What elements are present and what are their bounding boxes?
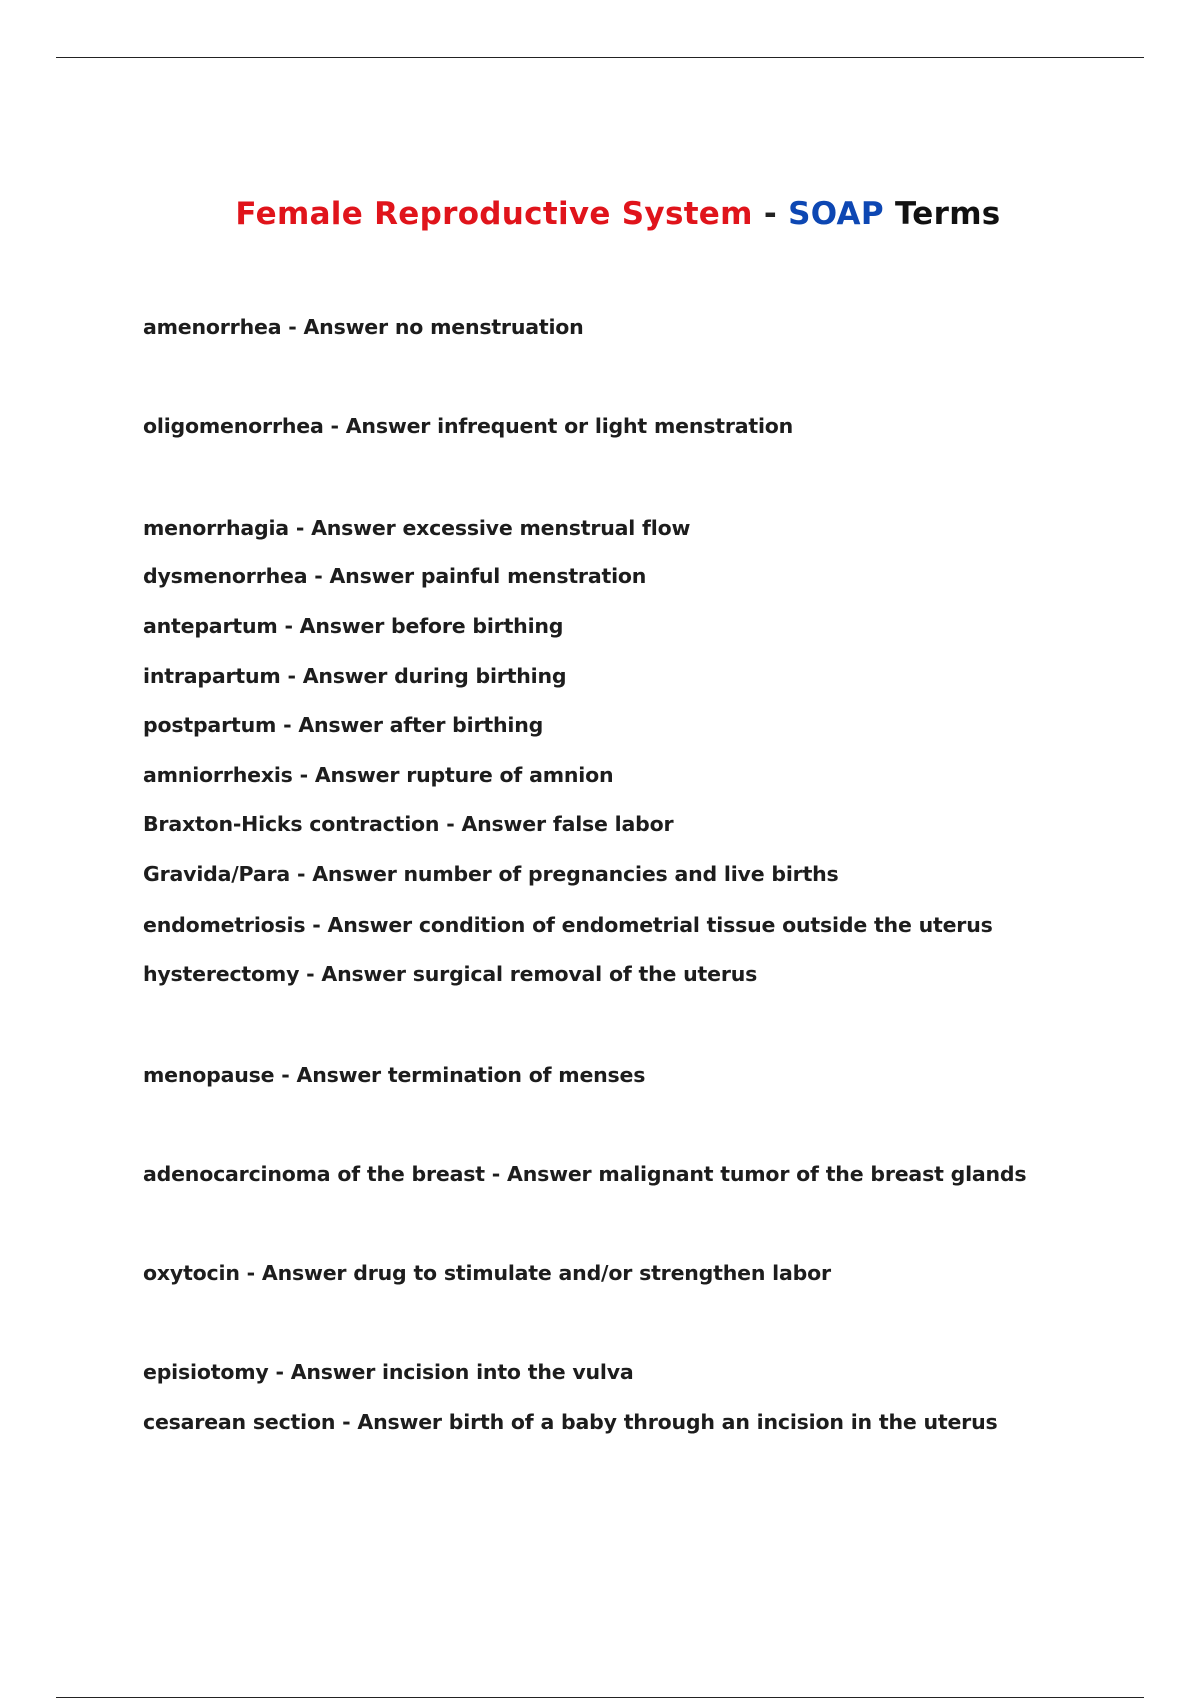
top-rule <box>56 57 1144 58</box>
term-dysmenorrhea: dysmenorrhea - Answer painful menstration <box>143 564 647 588</box>
term-gravida-para: Gravida/Para - Answer number of pregnancies and live births <box>143 862 839 886</box>
title-part-2: SOAP <box>788 196 884 232</box>
term-adenocarcinoma: adenocarcinoma of the breast - Answer malignant tumor of the breast glands <box>143 1162 1027 1186</box>
title-part-3: Terms <box>894 196 1001 232</box>
term-oligomenorrhea: oligomenorrhea - Answer infrequent or light menstration <box>143 414 794 438</box>
term-amniorrhexis: amniorrhexis - Answer rupture of amnion <box>143 763 614 787</box>
term-intrapartum: intrapartum - Answer during birthing <box>143 664 567 688</box>
term-hysterectomy: hysterectomy - Answer surgical removal of the uterus <box>143 962 758 986</box>
term-menopause: menopause - Answer termination of menses <box>143 1063 646 1087</box>
term-braxton-hicks: Braxton-Hicks contraction - Answer false labor <box>143 812 674 836</box>
term-endometriosis: endometriosis - Answer condition of endometrial tissue outside the uterus <box>143 913 993 937</box>
page-title <box>0 196 1200 232</box>
term-antepartum: antepartum - Answer before birthing <box>143 614 564 638</box>
term-oxytocin: oxytocin - Answer drug to stimulate and/or strengthen labor <box>143 1261 831 1285</box>
term-postpartum: postpartum - Answer after birthing <box>143 713 544 737</box>
term-cesarean-section: cesarean section - Answer birth of a baby through an incision in the uterus <box>143 1410 998 1434</box>
term-menorrhagia: menorrhagia - Answer excessive menstrual flow <box>143 516 691 540</box>
term-episiotomy: episiotomy - Answer incision into the vulva <box>143 1360 634 1384</box>
title-separator: - <box>763 196 778 232</box>
title-part-1: Female Reproductive System <box>235 196 753 232</box>
term-amenorrhea: amenorrhea - Answer no menstruation <box>143 315 584 339</box>
bottom-rule <box>56 1697 1144 1698</box>
